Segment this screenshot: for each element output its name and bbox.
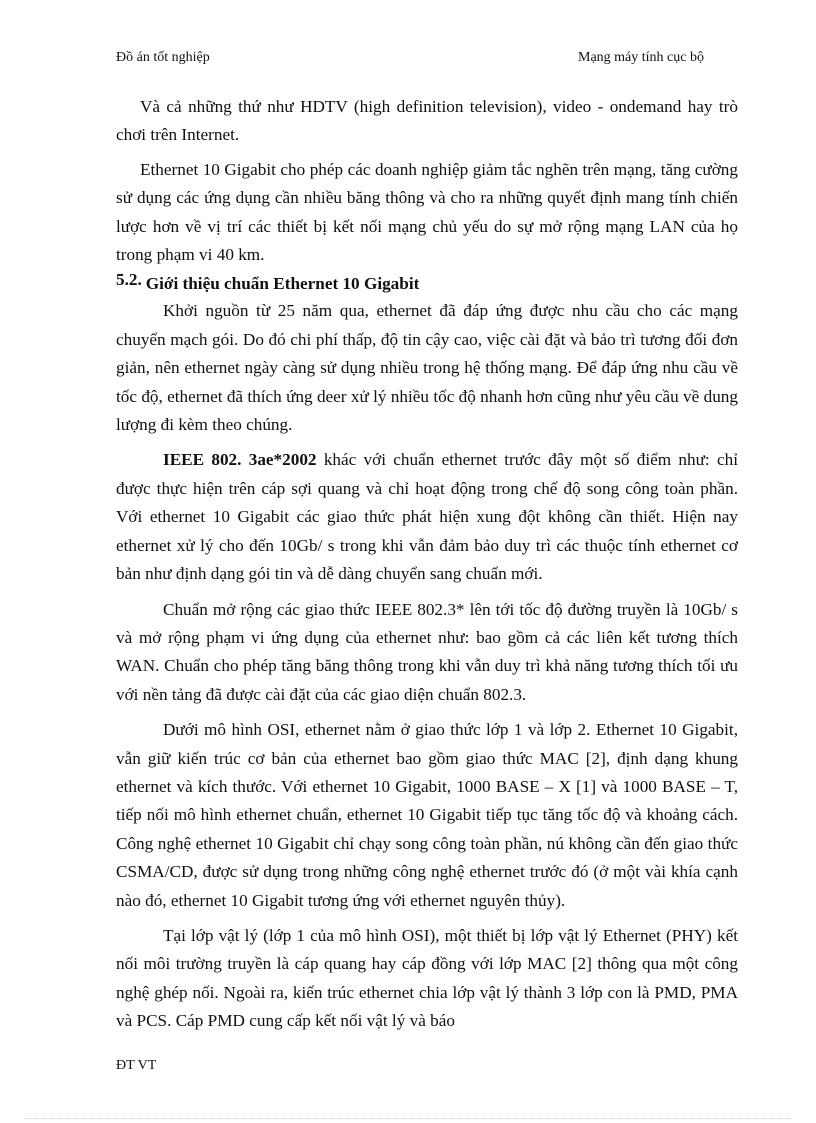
- paragraph-ethernet-benefits: Ethernet 10 Gigabit cho phép các doanh nghiệp giảm tắc nghẽn trên mạng, tăng cường sử dụng các ứng dụng cần nhiều băng thông và cho ra những quyết định mang tính chiến lược hơn về vị trí các thiết bị kết nối mạng chủ yếu do sự mở rộng mạng LAN của họ trong phạm vi 40 km.: [116, 159, 738, 265]
- paragraph-extension: Chuẩn mở rộng các giao thức IEEE 802.3* lên tới tốc độ đường truyền là 10Gb/ s và mở rộng phạm vi ứng dụng của ethernet như: bao gồm cả các liên kết tương thích WAN. Chuẩn cho phép tăng băng thông trong khi vẫn duy trì khả năng tương thích tối ưu với nền tảng đã được cài đặt của các giao diện chuẩn 802.3.: [116, 599, 738, 704]
- paragraph-osi-model: Dưới mô hình OSI, ethernet nằm ở giao thức lớp 1 và lớp 2. Ethernet 10 Gigabit, vẫn giữ kiến trúc cơ bản của ethernet bao gồm giao thức MAC [2], định dạng khung ethernet và kích thước. Với ethernet 10 Gigabit, 1000 BASE – X [1] và 1000 BASE – T, tiếp nối mô hình ethernet chuẩn, ethernet 10 Gigabit tiếp tục tăng tốc độ và khoảng cách. Công nghệ ethernet 10 Gigabit chỉ chạy song công toàn phần, nú không cần đến giao thức CSMA/CD, được sử dụng trong những công nghệ ethernet trước đó (ở một vài khía cạnh nào đó, ethernet 10 Gigabit tương ứng với ethernet nguyên thủy).: [116, 720, 738, 910]
- paragraph-ieee: [116, 446, 738, 588]
- paragraph-hdtv: Và cả những thứ như HDTV (high definition television), video - ondemand hay trò chơi trên Internet.: [116, 97, 738, 145]
- page-footer-left: ĐT VT: [116, 1058, 157, 1073]
- page-header-right: Mạng máy tính cục bộ: [578, 50, 704, 65]
- ieee-standard-name: IEEE 802. 3ae*2002: [163, 450, 317, 470]
- section-title: Giới thiệu chuẩn Ethernet 10 Gigabit: [145, 274, 420, 294]
- ieee-paragraph-text: khác với chuẩn ethernet trước đây một số điểm như: chỉ được thực hiện trên cáp sợi quang và chỉ hoạt động trong chế độ song công toàn phần. Với ethernet 10 Gigabit các giao thức phát hiện xung đột không cần thiết. Hiện nay ethernet xử lý cho đến 10Gb/ s trong khi vẫn đảm bảo duy trì các thuộc tính ethernet cơ bản như định dạng gói tin và dễ dàng chuyển sang chuẩn mới.: [116, 450, 738, 584]
- paragraph-physical-layer: Tại lớp vật lý (lớp 1 của mô hình OSI), một thiết bị lớp vật lý Ethernet (PHY) kết nối môi trường truyền là cáp quang hay cáp đồng với lớp MAC [2] thông qua một công nghệ ghép nối. Ngoài ra, kiến trúc ethernet chia lớp vật lý thành 3 lớp con là PMD, PMA và PCS. Cáp PMD cung cấp kết nối vật lý và báo: [116, 925, 738, 1031]
- page-bottom-edge: [24, 1118, 792, 1119]
- page-header-left: Đồ án tốt nghiệp: [116, 50, 210, 65]
- paragraph-history: Khởi nguồn từ 25 năm qua, ethernet đã đáp ứng được nhu cầu cho các mạng chuyển mạch gói. Do đó chi phí thấp, độ tin cậy cao, việc cài đặt và bảo trì tương đối đơn giản, nên ethernet ngày càng sử dụng nhiều trong hệ thống mạng. Để đáp ứng nhu cầu về tốc độ, ethernet đã thích ứng deer xử lý nhiều tốc độ nhanh hơn cũng như yêu cầu về dung lượng đi kèm theo chúng.: [116, 301, 738, 435]
- section-number: 5.2.: [116, 270, 142, 290]
- document-body: [116, 93, 738, 1042]
- section-heading: [116, 271, 738, 297]
